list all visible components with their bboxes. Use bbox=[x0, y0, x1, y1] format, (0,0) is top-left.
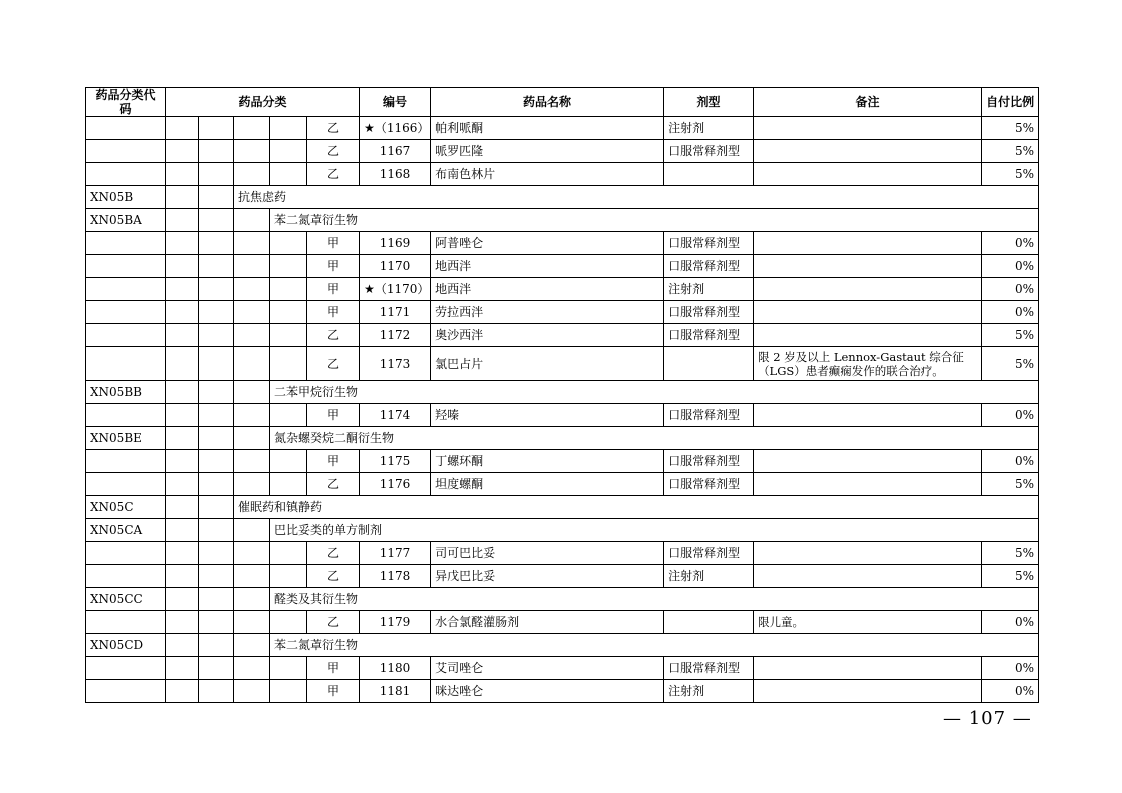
tree-cell bbox=[166, 450, 199, 473]
tree-cell bbox=[166, 117, 199, 140]
tree-cell bbox=[234, 634, 270, 657]
ratio-cell: 5% bbox=[982, 140, 1039, 163]
tree-cell bbox=[234, 611, 270, 634]
tree-cell bbox=[199, 519, 234, 542]
table-row bbox=[86, 255, 1039, 278]
ratio-cell: 0% bbox=[982, 680, 1039, 703]
number-cell: 1181 bbox=[360, 680, 431, 703]
header-number: 编号 bbox=[360, 88, 431, 117]
table-row bbox=[86, 117, 1039, 140]
ratio-cell: 0% bbox=[982, 278, 1039, 301]
category-code-cell: XN05C bbox=[86, 496, 166, 519]
drug-name-cell: 咪达唑仑 bbox=[431, 680, 664, 703]
code-cell bbox=[86, 473, 166, 496]
number-cell: 1179 bbox=[360, 611, 431, 634]
tree-cell bbox=[199, 496, 234, 519]
ratio-cell: 5% bbox=[982, 163, 1039, 186]
tree-cell bbox=[234, 232, 270, 255]
ratio-cell: 5% bbox=[982, 324, 1039, 347]
category-row bbox=[86, 381, 1039, 404]
class-cell: 乙 bbox=[307, 347, 360, 381]
code-cell bbox=[86, 347, 166, 381]
dosage-form-cell bbox=[664, 611, 754, 634]
note-cell bbox=[754, 255, 982, 278]
category-code-cell: XN05CC bbox=[86, 588, 166, 611]
header-category: 药品分类 bbox=[166, 88, 360, 117]
dosage-form-cell: 注射剂 bbox=[664, 117, 754, 140]
tree-cell bbox=[199, 427, 234, 450]
tree-cell bbox=[234, 301, 270, 324]
code-cell bbox=[86, 565, 166, 588]
tree-cell bbox=[234, 324, 270, 347]
tree-cell bbox=[234, 450, 270, 473]
tree-cell bbox=[234, 163, 270, 186]
dosage-form-cell: 口服常释剂型 bbox=[664, 450, 754, 473]
note-cell bbox=[754, 450, 982, 473]
tree-cell bbox=[199, 324, 234, 347]
note-cell bbox=[754, 232, 982, 255]
tree-cell bbox=[166, 209, 199, 232]
note-cell bbox=[754, 473, 982, 496]
tree-cell bbox=[234, 588, 270, 611]
ratio-cell: 5% bbox=[982, 117, 1039, 140]
tree-cell bbox=[234, 404, 270, 427]
tree-cell bbox=[166, 381, 199, 404]
tree-cell bbox=[166, 634, 199, 657]
tree-cell bbox=[199, 565, 234, 588]
tree-cell bbox=[234, 140, 270, 163]
class-cell: 乙 bbox=[307, 324, 360, 347]
tree-cell bbox=[199, 588, 234, 611]
number-cell: 1173 bbox=[360, 347, 431, 381]
class-cell: 甲 bbox=[307, 255, 360, 278]
tree-cell bbox=[270, 657, 307, 680]
drug-name-cell: 帕利哌酮 bbox=[431, 117, 664, 140]
number-cell: 1177 bbox=[360, 542, 431, 565]
class-cell: 乙 bbox=[307, 163, 360, 186]
category-code-cell: XN05CD bbox=[86, 634, 166, 657]
category-label-cell: 醛类及其衍生物 bbox=[270, 588, 1039, 611]
class-cell: 乙 bbox=[307, 117, 360, 140]
class-cell: 甲 bbox=[307, 278, 360, 301]
drug-name-cell: 阿普唑仑 bbox=[431, 232, 664, 255]
table-row bbox=[86, 347, 1039, 381]
ratio-cell: 0% bbox=[982, 657, 1039, 680]
tree-cell bbox=[199, 186, 234, 209]
drug-name-cell: 布南色林片 bbox=[431, 163, 664, 186]
table-row bbox=[86, 542, 1039, 565]
tree-cell bbox=[166, 186, 199, 209]
code-cell bbox=[86, 163, 166, 186]
table-row bbox=[86, 324, 1039, 347]
category-row bbox=[86, 588, 1039, 611]
tree-cell bbox=[199, 347, 234, 381]
class-cell: 甲 bbox=[307, 450, 360, 473]
code-cell bbox=[86, 611, 166, 634]
class-cell: 甲 bbox=[307, 657, 360, 680]
dosage-form-cell: 口服常释剂型 bbox=[664, 255, 754, 278]
category-label-cell: 催眠药和镇静药 bbox=[234, 496, 1039, 519]
code-cell bbox=[86, 140, 166, 163]
tree-cell bbox=[270, 565, 307, 588]
dosage-form-cell: 注射剂 bbox=[664, 278, 754, 301]
tree-cell bbox=[199, 278, 234, 301]
tree-cell bbox=[166, 565, 199, 588]
category-row bbox=[86, 519, 1039, 542]
tree-cell bbox=[199, 657, 234, 680]
table-row bbox=[86, 301, 1039, 324]
tree-cell bbox=[199, 255, 234, 278]
number-cell: 1170 bbox=[360, 255, 431, 278]
note-cell bbox=[754, 680, 982, 703]
tree-cell bbox=[270, 542, 307, 565]
number-cell: 1169 bbox=[360, 232, 431, 255]
drug-name-cell: 司可巴比妥 bbox=[431, 542, 664, 565]
drug-name-cell: 水合氯醛灌肠剂 bbox=[431, 611, 664, 634]
tree-cell bbox=[166, 163, 199, 186]
category-row bbox=[86, 496, 1039, 519]
dosage-form-cell: 口服常释剂型 bbox=[664, 324, 754, 347]
table-body bbox=[86, 117, 1039, 703]
class-cell: 乙 bbox=[307, 565, 360, 588]
header-code: 药品分类代码 bbox=[86, 88, 166, 117]
number-cell: ★（1170） bbox=[360, 278, 431, 301]
ratio-cell: 0% bbox=[982, 301, 1039, 324]
drug-name-cell: 地西泮 bbox=[431, 278, 664, 301]
table-row bbox=[86, 611, 1039, 634]
dosage-form-cell: 口服常释剂型 bbox=[664, 232, 754, 255]
dosage-form-cell: 口服常释剂型 bbox=[664, 542, 754, 565]
code-cell bbox=[86, 450, 166, 473]
category-code-cell: XN05BA bbox=[86, 209, 166, 232]
page-number: — 107 — bbox=[943, 708, 1032, 729]
tree-cell bbox=[166, 301, 199, 324]
tree-cell bbox=[270, 473, 307, 496]
tree-cell bbox=[270, 404, 307, 427]
tree-cell bbox=[270, 347, 307, 381]
header-name: 药品名称 bbox=[431, 88, 664, 117]
category-row bbox=[86, 186, 1039, 209]
header-form: 剂型 bbox=[664, 88, 754, 117]
number-cell: 1175 bbox=[360, 450, 431, 473]
code-cell bbox=[86, 255, 166, 278]
drug-catalog-table bbox=[85, 87, 1039, 703]
category-label-cell: 抗焦虑药 bbox=[234, 186, 1039, 209]
table-row bbox=[86, 232, 1039, 255]
tree-cell bbox=[166, 680, 199, 703]
table-row bbox=[86, 473, 1039, 496]
table-row bbox=[86, 565, 1039, 588]
tree-cell bbox=[166, 347, 199, 381]
tree-cell bbox=[166, 278, 199, 301]
tree-cell bbox=[234, 427, 270, 450]
drug-name-cell: 坦度螺酮 bbox=[431, 473, 664, 496]
code-cell bbox=[86, 278, 166, 301]
number-cell: 1171 bbox=[360, 301, 431, 324]
tree-cell bbox=[270, 278, 307, 301]
number-cell: 1168 bbox=[360, 163, 431, 186]
tree-cell bbox=[166, 496, 199, 519]
number-cell: 1174 bbox=[360, 404, 431, 427]
tree-cell bbox=[270, 611, 307, 634]
number-cell: 1167 bbox=[360, 140, 431, 163]
tree-cell bbox=[234, 680, 270, 703]
tree-cell bbox=[166, 611, 199, 634]
tree-cell bbox=[270, 255, 307, 278]
table-row bbox=[86, 657, 1039, 680]
category-row bbox=[86, 634, 1039, 657]
class-cell: 甲 bbox=[307, 404, 360, 427]
note-cell bbox=[754, 565, 982, 588]
drug-name-cell: 艾司唑仑 bbox=[431, 657, 664, 680]
category-code-cell: XN05B bbox=[86, 186, 166, 209]
tree-cell bbox=[166, 473, 199, 496]
ratio-cell: 5% bbox=[982, 347, 1039, 381]
dosage-form-cell bbox=[664, 163, 754, 186]
table-row bbox=[86, 163, 1039, 186]
note-cell: 限儿童。 bbox=[754, 611, 982, 634]
tree-cell bbox=[234, 255, 270, 278]
table-row bbox=[86, 680, 1039, 703]
ratio-cell: 0% bbox=[982, 404, 1039, 427]
code-cell bbox=[86, 404, 166, 427]
number-cell: 1172 bbox=[360, 324, 431, 347]
table-row bbox=[86, 278, 1039, 301]
drug-name-cell: 氯巴占片 bbox=[431, 347, 664, 381]
tree-cell bbox=[166, 140, 199, 163]
note-cell bbox=[754, 278, 982, 301]
dosage-form-cell: 口服常释剂型 bbox=[664, 657, 754, 680]
tree-cell bbox=[166, 324, 199, 347]
class-cell: 甲 bbox=[307, 301, 360, 324]
note-cell bbox=[754, 163, 982, 186]
note-cell bbox=[754, 117, 982, 140]
ratio-cell: 0% bbox=[982, 232, 1039, 255]
tree-cell bbox=[166, 427, 199, 450]
category-code-cell: XN05CA bbox=[86, 519, 166, 542]
tree-cell bbox=[199, 611, 234, 634]
number-cell: 1176 bbox=[360, 473, 431, 496]
dosage-form-cell: 口服常释剂型 bbox=[664, 404, 754, 427]
drug-name-cell: 地西泮 bbox=[431, 255, 664, 278]
tree-cell bbox=[234, 347, 270, 381]
dosage-form-cell: 口服常释剂型 bbox=[664, 473, 754, 496]
ratio-cell: 0% bbox=[982, 450, 1039, 473]
tree-cell bbox=[166, 404, 199, 427]
note-cell bbox=[754, 324, 982, 347]
tree-cell bbox=[166, 657, 199, 680]
category-label-cell: 苯二氮䓬衍生物 bbox=[270, 209, 1039, 232]
tree-cell bbox=[234, 519, 270, 542]
ratio-cell: 0% bbox=[982, 611, 1039, 634]
drug-name-cell: 劳拉西泮 bbox=[431, 301, 664, 324]
tree-cell bbox=[199, 163, 234, 186]
ratio-cell: 0% bbox=[982, 255, 1039, 278]
number-cell: ★（1166） bbox=[360, 117, 431, 140]
tree-cell bbox=[166, 232, 199, 255]
table-row bbox=[86, 140, 1039, 163]
category-label-cell: 巴比妥类的单方制剂 bbox=[270, 519, 1039, 542]
tree-cell bbox=[270, 324, 307, 347]
tree-cell bbox=[199, 450, 234, 473]
category-label-cell: 氮杂螺癸烷二酮衍生物 bbox=[270, 427, 1039, 450]
tree-cell bbox=[199, 209, 234, 232]
tree-cell bbox=[270, 163, 307, 186]
tree-cell bbox=[199, 381, 234, 404]
code-cell bbox=[86, 324, 166, 347]
tree-cell bbox=[270, 450, 307, 473]
tree-cell bbox=[199, 680, 234, 703]
dosage-form-cell: 口服常释剂型 bbox=[664, 301, 754, 324]
tree-cell bbox=[199, 232, 234, 255]
number-cell: 1178 bbox=[360, 565, 431, 588]
tree-cell bbox=[166, 255, 199, 278]
tree-cell bbox=[199, 542, 234, 565]
tree-cell bbox=[270, 680, 307, 703]
drug-name-cell: 异戊巴比妥 bbox=[431, 565, 664, 588]
code-cell bbox=[86, 542, 166, 565]
table-header-row bbox=[86, 88, 1039, 117]
class-cell: 甲 bbox=[307, 232, 360, 255]
tree-cell bbox=[270, 117, 307, 140]
drug-name-cell: 羟嗪 bbox=[431, 404, 664, 427]
header-note: 备注 bbox=[754, 88, 982, 117]
category-row bbox=[86, 427, 1039, 450]
tree-cell bbox=[234, 278, 270, 301]
tree-cell bbox=[234, 657, 270, 680]
code-cell bbox=[86, 117, 166, 140]
tree-cell bbox=[166, 519, 199, 542]
tree-cell bbox=[199, 404, 234, 427]
tree-cell bbox=[234, 565, 270, 588]
tree-cell bbox=[270, 140, 307, 163]
note-cell bbox=[754, 404, 982, 427]
tree-cell bbox=[199, 473, 234, 496]
drug-name-cell: 奥沙西泮 bbox=[431, 324, 664, 347]
ratio-cell: 5% bbox=[982, 542, 1039, 565]
dosage-form-cell: 口服常释剂型 bbox=[664, 140, 754, 163]
category-label-cell: 苯二氮䓬衍生物 bbox=[270, 634, 1039, 657]
drug-name-cell: 丁螺环酮 bbox=[431, 450, 664, 473]
drug-name-cell: 哌罗匹隆 bbox=[431, 140, 664, 163]
tree-cell bbox=[166, 588, 199, 611]
tree-cell bbox=[199, 140, 234, 163]
category-code-cell: XN05BB bbox=[86, 381, 166, 404]
tree-cell bbox=[234, 381, 270, 404]
code-cell bbox=[86, 657, 166, 680]
class-cell: 乙 bbox=[307, 473, 360, 496]
dosage-form-cell: 注射剂 bbox=[664, 680, 754, 703]
code-cell bbox=[86, 301, 166, 324]
category-row bbox=[86, 209, 1039, 232]
note-cell bbox=[754, 301, 982, 324]
class-cell: 甲 bbox=[307, 680, 360, 703]
header-ratio: 自付比例 bbox=[982, 88, 1039, 117]
dosage-form-cell: 注射剂 bbox=[664, 565, 754, 588]
tree-cell bbox=[234, 117, 270, 140]
class-cell: 乙 bbox=[307, 542, 360, 565]
tree-cell bbox=[270, 301, 307, 324]
note-cell bbox=[754, 542, 982, 565]
number-cell: 1180 bbox=[360, 657, 431, 680]
tree-cell bbox=[234, 209, 270, 232]
code-cell bbox=[86, 232, 166, 255]
tree-cell bbox=[270, 232, 307, 255]
tree-cell bbox=[234, 542, 270, 565]
code-cell bbox=[86, 680, 166, 703]
tree-cell bbox=[199, 117, 234, 140]
note-cell bbox=[754, 140, 982, 163]
class-cell: 乙 bbox=[307, 611, 360, 634]
category-code-cell: XN05BE bbox=[86, 427, 166, 450]
tree-cell bbox=[199, 301, 234, 324]
class-cell: 乙 bbox=[307, 140, 360, 163]
dosage-form-cell bbox=[664, 347, 754, 381]
note-cell bbox=[754, 657, 982, 680]
tree-cell bbox=[234, 473, 270, 496]
note-cell: 限 2 岁及以上 Lennox-Gastaut 综合征（LGS）患者癫痫发作的联合治疗。 bbox=[754, 347, 982, 381]
table-row bbox=[86, 450, 1039, 473]
tree-cell bbox=[199, 634, 234, 657]
category-label-cell: 二苯甲烷衍生物 bbox=[270, 381, 1039, 404]
table-row bbox=[86, 404, 1039, 427]
tree-cell bbox=[166, 542, 199, 565]
ratio-cell: 5% bbox=[982, 565, 1039, 588]
ratio-cell: 5% bbox=[982, 473, 1039, 496]
